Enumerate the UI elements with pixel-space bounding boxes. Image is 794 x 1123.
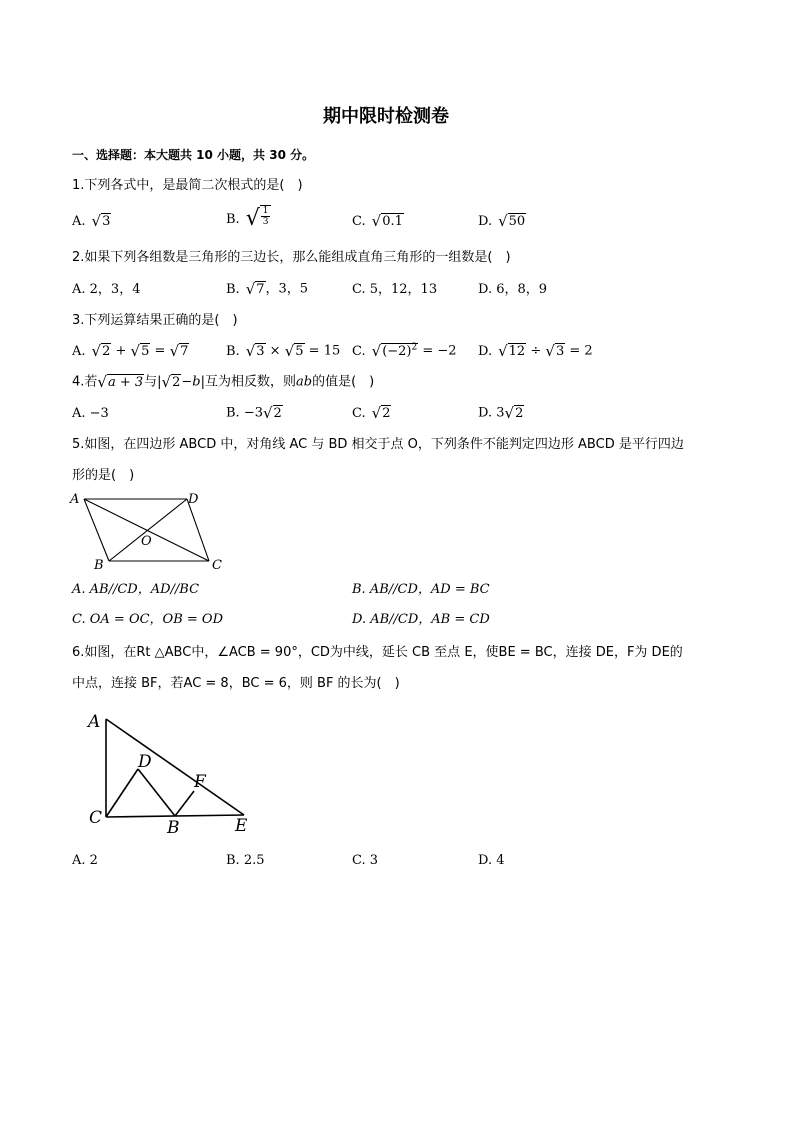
sqrt-expression: √ 50	[498, 212, 526, 230]
sqrt-fraction-expression: √ $\frac{1}{3}$	[246, 205, 272, 233]
section-heading: 一、选择题：本大题共 10 小题，共 30 分。	[72, 148, 315, 162]
q5-option-d[interactable]: D. AB//CD，AB = CD	[352, 612, 490, 627]
point-label-d: D	[138, 752, 152, 772]
q5-option-c[interactable]: C. OA = OC，OB = OD	[72, 612, 224, 627]
point-label-c: C	[89, 808, 103, 828]
parallelogram-figure	[62, 487, 232, 573]
option-label: A.	[72, 213, 86, 229]
sqrt-expression: √ 7	[245, 280, 265, 298]
point-label-b: B	[94, 558, 104, 573]
q3-option-b[interactable]: B. √ 3 × √ 5 = 15	[226, 342, 341, 360]
sqrt-expression: √ 0.1	[371, 212, 403, 230]
q3-option-a[interactable]: A. √ 2 + √ 5 = √ 7	[72, 342, 189, 360]
q4-option-c[interactable]: C. √ 2	[352, 404, 391, 422]
question-4-stem: 4.若 √ a + 3 与| √ 2 −b|互为相反数，则ab的值是( )	[72, 373, 375, 391]
point-label-a: A	[88, 712, 101, 732]
q2-option-c[interactable]: C. 5，12，13	[352, 282, 438, 297]
point-label-a: A	[70, 492, 80, 507]
q1-option-b[interactable]	[226, 205, 271, 233]
q6-option-b[interactable]: B. 2.5	[226, 853, 265, 868]
question-5-stem-line1: 5.如图，在四边形 ABCD 中，对角线 AC 与 BD 相交于点 O，下列条件不能判定四边形 ABCD 是平行四边	[72, 437, 684, 452]
question-3-stem: 3.下列运算结果正确的是( )	[72, 313, 238, 328]
q5-option-b[interactable]: B. AB//CD，AD = BC	[352, 582, 490, 597]
question-6-stem-line2: 中点，连接 BF，若AC = 8，BC = 6，则 BF 的长为( )	[72, 676, 400, 691]
q6-option-d[interactable]: D. 4	[478, 853, 505, 868]
q3-option-c[interactable]: C. √ $(-2)^2$ = −2	[352, 342, 457, 360]
sqrt-expression: √ 3	[91, 212, 111, 230]
q1-option-d[interactable]	[478, 213, 526, 230]
q4-option-b[interactable]: B. −3 √ 2	[226, 404, 282, 422]
q3-option-d[interactable]: D. √ 12 ÷ √ 3 = 2	[478, 342, 593, 360]
point-label-e: E	[235, 816, 248, 836]
point-label-o: O	[141, 534, 152, 549]
question-5-stem-line2: 形的是( )	[72, 468, 135, 483]
question-1-stem: 1.下列各式中，是最简二次根式的是( )	[72, 178, 303, 193]
option-label: C.	[352, 213, 366, 229]
question-6-stem-line1: 6.如图，在Rt △ABC中，∠ACB = 90°，CD为中线，延长 CB 至点 E，使BE = BC，连接 DE，F为 DE的	[72, 645, 683, 660]
triangle-figure	[82, 705, 262, 840]
q4-option-d[interactable]: D. 3 √ 2	[478, 404, 524, 422]
q1-option-a[interactable]	[72, 213, 111, 230]
option-label: D.	[478, 213, 493, 229]
q2-option-d[interactable]: D. 6，8，9	[478, 282, 548, 297]
q5-option-a[interactable]: A. AB//CD，AD//BC	[72, 582, 200, 597]
point-label-c: C	[212, 558, 222, 573]
q2-option-a[interactable]: A. 2，3，4	[72, 282, 141, 297]
point-label-f: F	[194, 772, 206, 792]
point-label-b: B	[167, 818, 180, 838]
option-label: B.	[226, 211, 240, 227]
option-label: B.	[226, 281, 240, 297]
q1-option-c[interactable]	[352, 213, 404, 230]
q2-option-b[interactable]: B. √ 7 ，3，5	[226, 280, 309, 298]
point-label-d: D	[188, 492, 199, 507]
q6-option-c[interactable]: C. 3	[352, 853, 379, 868]
q4-option-a[interactable]: A. −3	[72, 406, 109, 421]
page-title: 期中限时检测卷	[323, 106, 449, 127]
question-2-stem: 2.如果下列各组数是三角形的三边长，那么能组成直角三角形的一组数是( )	[72, 250, 511, 265]
q6-option-a[interactable]: A. 2	[72, 853, 98, 868]
